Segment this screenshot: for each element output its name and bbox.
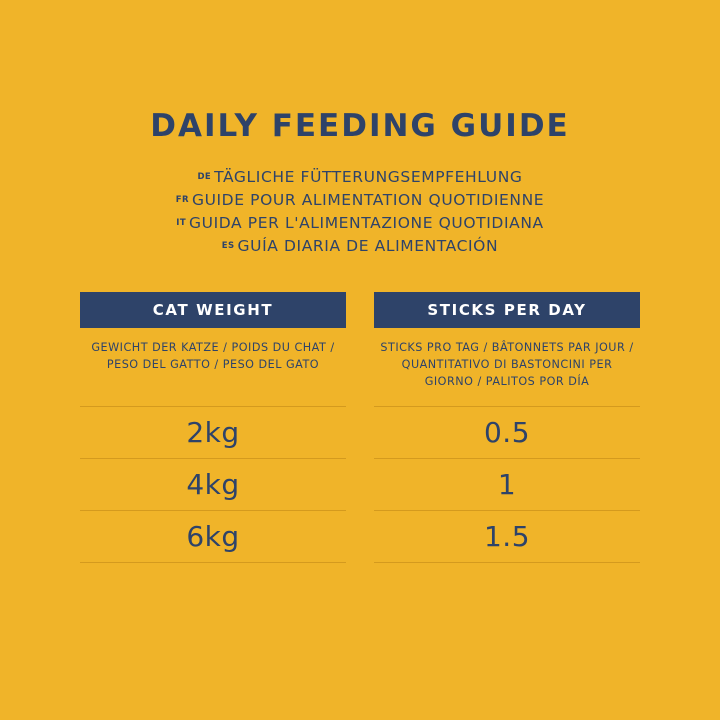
column-header-cat-weight: CAT WEIGHT (80, 292, 346, 328)
language-code-fr: FR (175, 194, 189, 205)
table-row: 1 (374, 458, 640, 510)
translation-text-es: GUÍA DIARIA DE ALIMENTACIÓN (237, 236, 499, 255)
table-row: 4kg (80, 458, 346, 510)
column-cat-weight (80, 292, 346, 563)
language-code-it: IT (176, 217, 187, 228)
language-code-es: ES (221, 240, 235, 251)
column-header-sticks-per-day: STICKS PER DAY (374, 292, 640, 328)
translation-line-de (176, 166, 544, 189)
translation-text-fr: GUIDE POUR ALIMENTATION QUOTIDIENNE (191, 190, 545, 209)
translations-block (176, 166, 544, 258)
translation-text-it: GUIDA PER L'ALIMENTAZIONE QUOTIDIANA (189, 213, 544, 232)
column-values-sticks-per-day (374, 406, 640, 563)
column-subheader-sticks-per-day: STICKS PRO TAG / BÂTONNETS PAR JOUR / QUANTITATIVO DI BASTONCINI PER GIORNO / PALITOS POR DÍA (380, 340, 634, 389)
table-row: 6kg (80, 510, 346, 563)
table-row: 1.5 (374, 510, 640, 563)
column-subheader-cat-weight: GEWICHT DER KATZE / POIDS DU CHAT / PESO DEL GATTO / PESO DEL GATO (91, 340, 335, 372)
feeding-table (80, 292, 640, 563)
column-sticks-per-day (374, 292, 640, 563)
translation-line-fr (176, 189, 544, 212)
table-row: 0.5 (374, 406, 640, 458)
translation-text-de: TÄGLICHE FÜTTERUNGSEMPFEHLUNG (214, 168, 523, 186)
language-code-de: DE (197, 172, 212, 182)
translation-line-it (176, 212, 544, 235)
translation-line-es (176, 235, 544, 258)
page-title: DAILY FEEDING GUIDE (150, 108, 570, 144)
column-values-cat-weight (80, 406, 346, 563)
table-row: 2kg (80, 406, 346, 458)
